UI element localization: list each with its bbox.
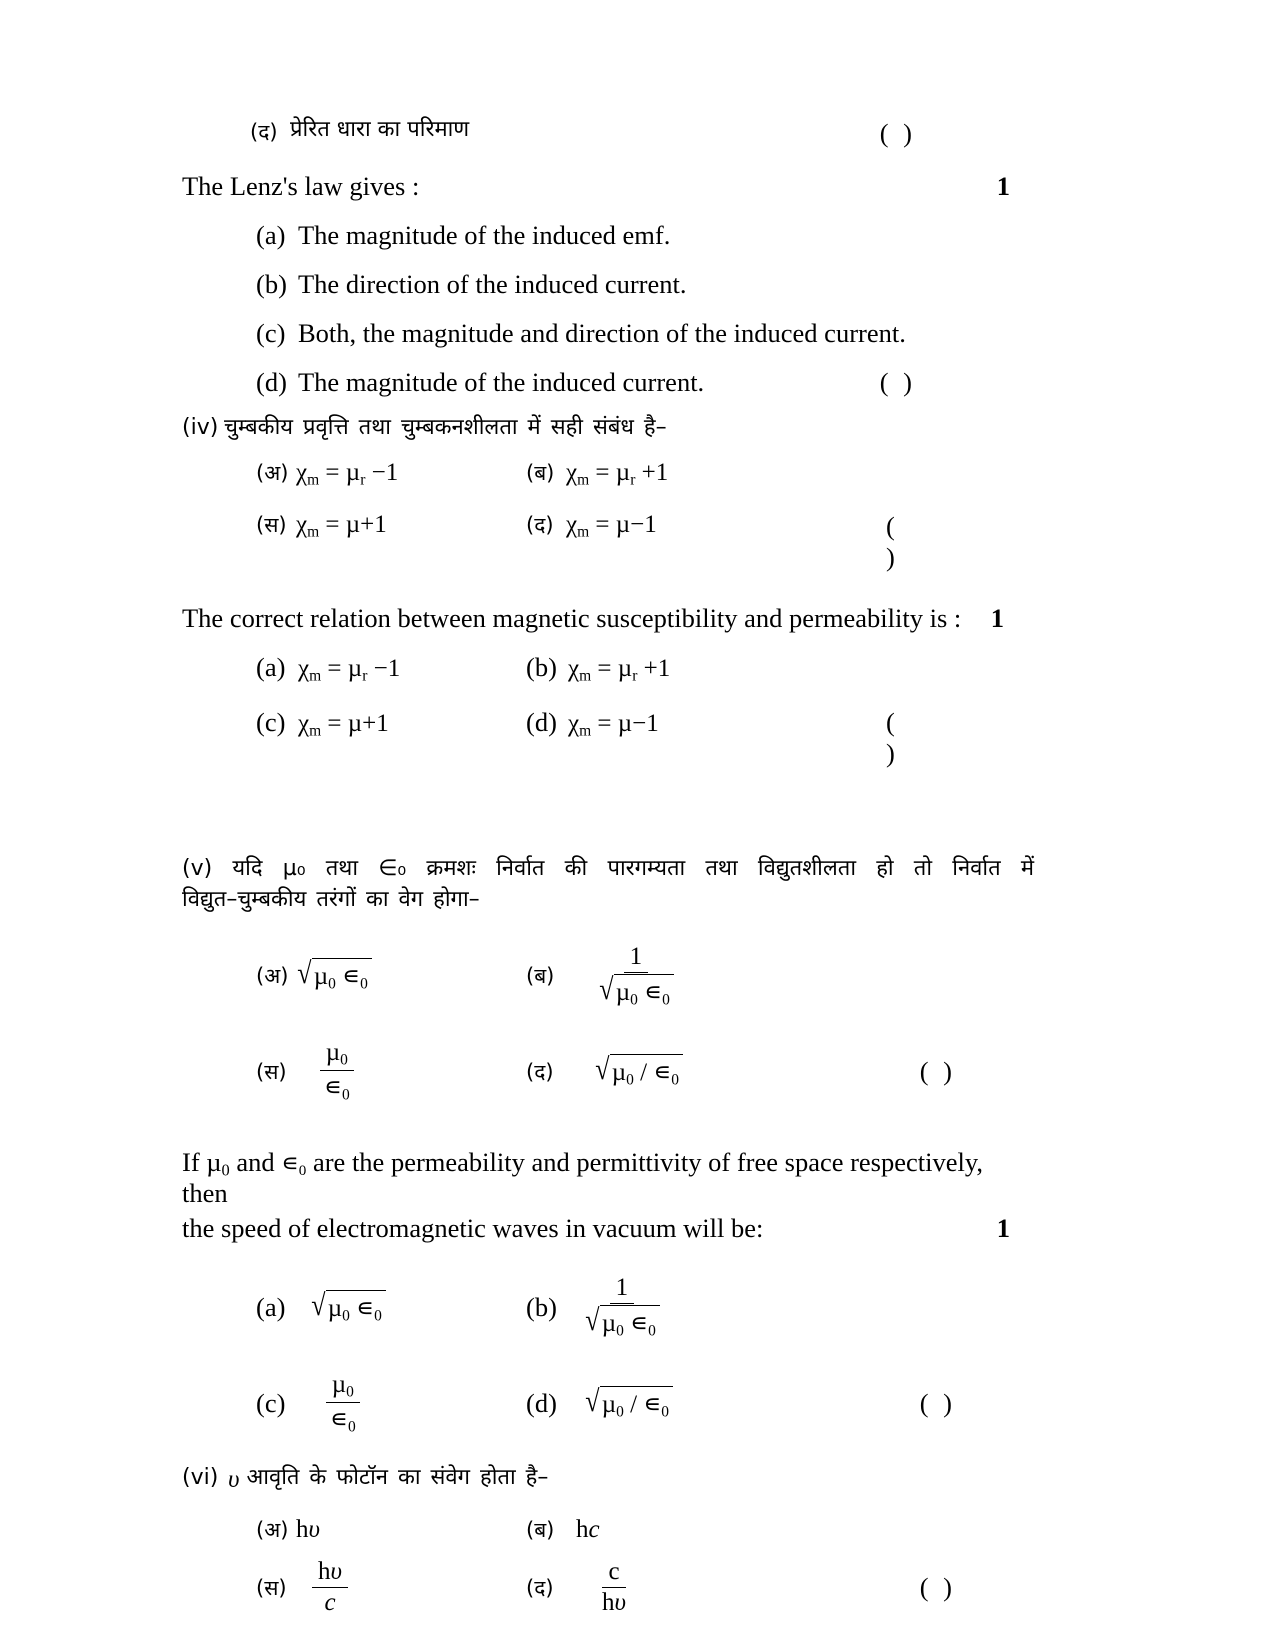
- question-3-english-option-a: [182, 220, 1034, 251]
- answer-bracket: ( ): [919, 1056, 956, 1087]
- option-label: (स): [256, 1059, 287, 1084]
- question-3-english-option-b: [182, 269, 1034, 300]
- option-label: (d): [256, 367, 287, 397]
- question-4-hindi-stem-row: [182, 416, 1034, 441]
- answer-bracket: ( ): [919, 1572, 956, 1603]
- option-label: (a): [256, 220, 286, 250]
- option-label: (d): [526, 707, 557, 738]
- option-text: The magnitude of the induced current.: [298, 367, 705, 397]
- question-4-english-options-row-2: [182, 707, 1034, 769]
- option-label: (ब): [526, 460, 555, 485]
- question-5-english-stem-line-1: If µ$_0$ and $∊_0$ are the permeability and permittivity of free space respectively, then: [182, 1146, 984, 1208]
- question-4-hindi-options-row-2: [182, 511, 1034, 573]
- option-formula-chi-m-eq-mu-r-plus-1: $\chi_m = \mu_r +1$: [566, 458, 669, 488]
- option-label: (c): [256, 1388, 286, 1419]
- question-6-hindi-options-row-1: [182, 1516, 1034, 1544]
- question-stem: The Lenz's law gives :: [182, 171, 420, 201]
- option-formula-chi-m-eq-mu-r-minus-1: $\chi_m = \mu_r -1$: [298, 654, 401, 685]
- option-label: (अ): [256, 963, 289, 988]
- option-text: प्रेरित धारा का परिमाण: [290, 117, 470, 142]
- question-5-english-options-row-1: [182, 1274, 1034, 1340]
- option-label: (द): [526, 1575, 554, 1600]
- option-label: (स): [256, 512, 287, 537]
- option-label: (b): [526, 1292, 557, 1323]
- option-formula-h-nu-over-c: $\frac{h\upsilon}{c}$: [312, 1558, 348, 1617]
- option-text: The direction of the induced current.: [298, 269, 687, 299]
- question-4-hindi-options-row-1: [182, 459, 1034, 489]
- answer-bracket: ( ): [886, 707, 899, 769]
- question-3-english-stem-row: [182, 171, 1034, 202]
- question-number: (iv): [182, 415, 219, 440]
- question-3-english-option-c: [182, 318, 1034, 349]
- option-formula-one-over-sqrt-mu0-eps0: 1 √ µ$_0$ $∊_0$: [578, 1274, 666, 1340]
- question-6-hindi-options-row-2: [182, 1558, 1034, 1617]
- option-formula-sqrt-mu0-eps0: √ µ$_0$ $∊_0$: [296, 958, 372, 993]
- answer-bracket: ( ): [879, 118, 916, 148]
- question-symbol-nu: υ: [228, 1466, 240, 1494]
- option-formula-c-over-h-nu: $\frac{c}{h\upsilon}$: [602, 1558, 626, 1617]
- option-formula-mu0-over-eps0: $\frac{\mu_0}{∊_0}$: [318, 1039, 356, 1105]
- option-label: (d): [526, 1388, 557, 1419]
- option-text: The magnitude of the induced emf.: [298, 220, 671, 250]
- marks-value: 1: [990, 602, 1004, 633]
- option-label: (द): [526, 1059, 554, 1084]
- option-label: (द): [526, 512, 554, 537]
- answer-bracket: ( ): [886, 510, 899, 572]
- option-formula-chi-m-eq-mu-minus-1: $\chi_m = \mu-1$: [566, 510, 657, 541]
- question-stem: आवृति के फोटॉन का संवेग होता है–: [246, 1465, 549, 1491]
- question-5-hindi-options-row-1: [182, 943, 1034, 1009]
- option-formula-chi-m-eq-mu-minus-1: $\chi_m = \mu-1$: [568, 710, 659, 740]
- marks-value: 1: [996, 1213, 1010, 1244]
- question-3-hindi-option-d: [182, 118, 1034, 149]
- option-label: (स): [256, 1575, 287, 1600]
- option-label: (c): [256, 707, 286, 738]
- question-4-english-stem-row: [182, 603, 1034, 634]
- option-label: (c): [256, 318, 286, 348]
- question-5-english-stem-line-2-row: [182, 1213, 1034, 1244]
- option-formula-chi-m-eq-mu-plus-1: $\chi_m = \mu+1$: [296, 510, 387, 541]
- question-6-hindi-stem-row: [182, 1466, 1034, 1494]
- question-3-english-option-d: [182, 367, 1034, 398]
- option-label: (b): [526, 651, 557, 682]
- option-label: (अ): [256, 1518, 289, 1543]
- question-number: (vi): [182, 1465, 219, 1491]
- option-formula-chi-m-eq-mu-r-plus-1: $\chi_m = \mu_r +1$: [568, 654, 671, 685]
- option-formula-one-over-sqrt-mu0-eps0: 1 √ µ$_0$ $∊_0$: [592, 943, 680, 1009]
- answer-bracket: ( ): [879, 367, 916, 397]
- option-label: (ब): [526, 963, 555, 988]
- question-5-english-options-row-2: [182, 1371, 1034, 1437]
- option-formula-mu0-over-eps0: $\frac{\mu_0}{∊_0}$: [324, 1371, 362, 1437]
- option-label: (a): [256, 651, 286, 682]
- question-stem: The correct relation between magnetic susceptibility and permeability is :: [182, 602, 962, 633]
- answer-bracket: ( ): [919, 1388, 956, 1419]
- option-label: (अ): [256, 460, 289, 485]
- question-stem-line-2: the speed of electromagnetic waves in vacuum will be:: [182, 1213, 764, 1244]
- option-formula-h-c: hc: [576, 1516, 600, 1544]
- option-formula-h-nu: hυ: [296, 1516, 320, 1544]
- option-formula-chi-m-eq-mu-r-minus-1: $\chi_m = \mu_r -1$: [296, 458, 399, 488]
- question-5-hindi-options-row-2: [182, 1039, 1034, 1105]
- question-stem-line-1-rest: are the permeability and permittivity of free space respectively, then: [182, 1146, 984, 1208]
- option-label: (a): [256, 1292, 286, 1323]
- question-5-hindi-stem: [182, 857, 1034, 912]
- question-stem-line-1: यदि µ₀ तथा ∈₀ क्रमशः निर्वात की पारगम्यता तथा विद्युतशीलता हो तो निर्वात में: [232, 856, 1034, 882]
- question-5-hindi-stem-line-2: विद्युत–चुम्बकीय तरंगों का वेग होगा–: [182, 886, 480, 912]
- option-formula-sqrt-mu0-div-eps0: √ $\mu_0 / ∊_0$: [584, 1386, 673, 1421]
- option-formula-sqrt-mu0-eps0: √ µ$_0$ $∊_0$: [310, 1290, 386, 1325]
- question-4-english-options-row-1: [182, 652, 1034, 685]
- option-label: (द): [250, 120, 278, 144]
- option-label: (b): [256, 269, 287, 299]
- question-number: (v): [182, 856, 213, 882]
- question-5-hindi-stem-line-1: [182, 857, 1034, 882]
- option-formula-sqrt-mu0-div-eps0: √ $\mu_0 / ∊_0$: [594, 1054, 683, 1089]
- question-stem: चुम्बकीय प्रवृत्ति तथा चुम्बकनशीलता में सही संबंध है–: [224, 415, 667, 440]
- option-text: Both, the magnitude and direction of the induced current.: [298, 318, 906, 348]
- question-5-english-stem: [182, 1146, 1034, 1245]
- page-content: [182, 118, 1034, 1617]
- option-label: (ब): [526, 1518, 555, 1543]
- marks-value: 1: [996, 171, 1010, 201]
- option-formula-chi-m-eq-mu-plus-1: $\chi_m = \mu+1$: [298, 710, 389, 740]
